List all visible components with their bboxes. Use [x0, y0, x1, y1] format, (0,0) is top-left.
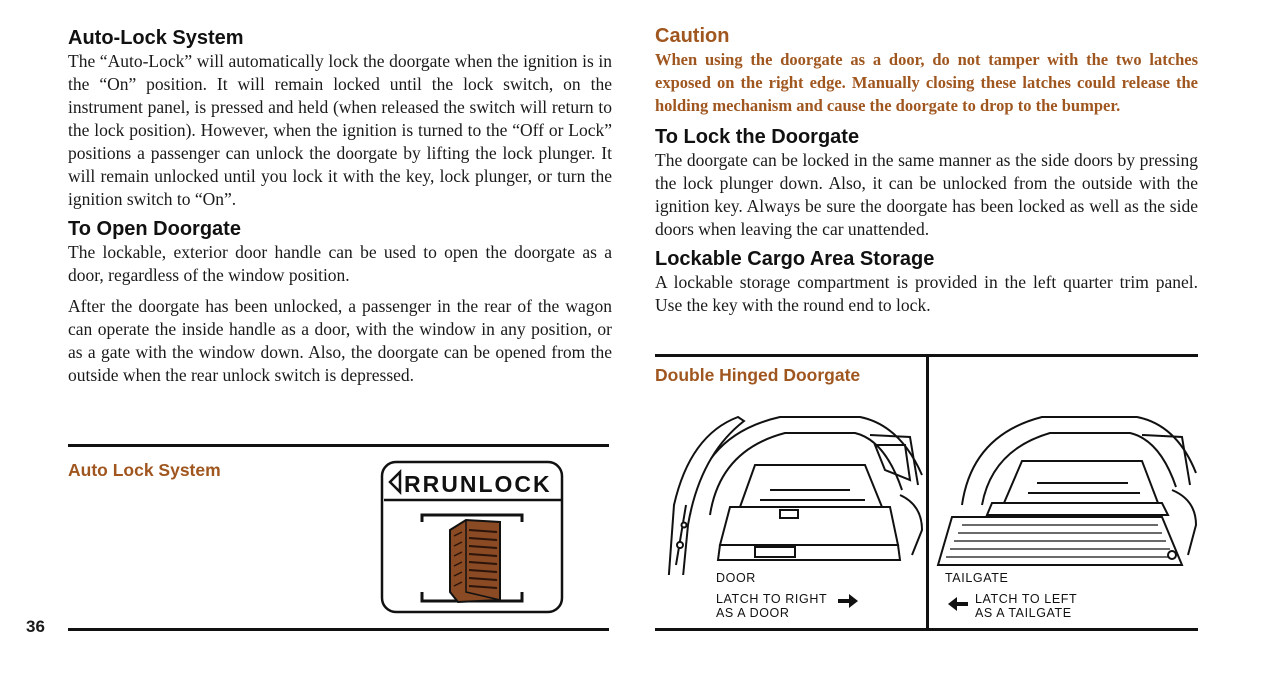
doorgate-figure-title: Double Hinged Doorgate: [655, 365, 861, 385]
right-column: [655, 24, 1198, 317]
lock-doorgate-body: The doorgate can be locked in the same manner as the side doors by pressing the lock plunger down. Also, it can be unlocked from the outside with the ignition key. Always be sure the doorgate has been locked as well as the side doors when leaving the car unattended.: [655, 150, 1198, 239]
storage-heading: Lockable Cargo Area Storage: [655, 248, 935, 270]
tailgate-latch-line-1: LATCH TO LEFT: [975, 592, 1078, 606]
autolock-figure-title: Auto Lock System: [68, 460, 221, 480]
autolock-body: The “Auto-Lock” will automatically lock the doorgate when the ignition is in the “On” position. It will remain locked until the lock switch, on the instrument panel, is pressed and held (when released the switch will return to the lock position). However, when the ignition is turned to the “Off or Lock” positions a passenger can unlock the doorgate by lifting the lock plunger. It will remain unlocked until you lock it with the key, lock plunger, or turn the ignition switch to “On”.: [68, 51, 612, 209]
figure-vertical-divider: [926, 356, 929, 630]
open-doorgate-heading: To Open Doorgate: [68, 218, 241, 240]
left-divider-bottom: [68, 628, 609, 631]
storage-body: A lockable storage compartment is provided in the left quarter trim panel. Use the key with the round end to lock.: [655, 272, 1198, 315]
open-door-panel: [668, 417, 744, 575]
lowered-tailgate-panel: [938, 517, 1182, 565]
door-mode-illustration: [660, 395, 924, 575]
arrow-right-icon: [836, 592, 860, 610]
open-doorgate-body-1: The lockable, exterior door handle can be used to open the doorgate as a door, regardless of the window position.: [68, 242, 612, 285]
door-latch-line-1: LATCH TO RIGHT: [716, 592, 828, 606]
tailgate-latch-line-2: AS A TAILGATE: [975, 606, 1072, 620]
caution-heading: Caution: [655, 25, 730, 47]
lock-doorgate-heading: To Lock the Doorgate: [655, 126, 860, 148]
switch-label: RRUNLOCK: [404, 471, 552, 497]
open-doorgate-body-2: After the doorgate has been unlocked, a passenger in the rear of the wagon can operate the inside handle as a door, with the window in any position, or as a gate with the window down. Also, the doorgate can be opened from the outside when the rear unlock switch is depressed.: [68, 296, 612, 385]
tailgate-mode-illustration: [932, 395, 1198, 575]
right-divider-bottom: [655, 628, 1198, 631]
door-latch-line-2: AS A DOOR: [716, 606, 790, 620]
autolock-heading: Auto-Lock System: [68, 27, 244, 49]
left-divider-top: [68, 444, 609, 447]
left-column: [68, 26, 612, 387]
autolock-switch-illustration: [380, 460, 566, 616]
door-caption: DOOR: [716, 571, 756, 585]
arrow-left-icon: [946, 595, 970, 613]
lock-switch-button-icon: [450, 520, 500, 602]
caution-body: When using the doorgate as a door, do not tamper with the two latches exposed on the right edge. Manually closing these latches could release the holding mechanism and cause the doorgate to drop to the bumper.: [655, 50, 1198, 115]
tailgate-caption: TAILGATE: [945, 571, 1009, 585]
page-number: 36: [26, 617, 45, 636]
